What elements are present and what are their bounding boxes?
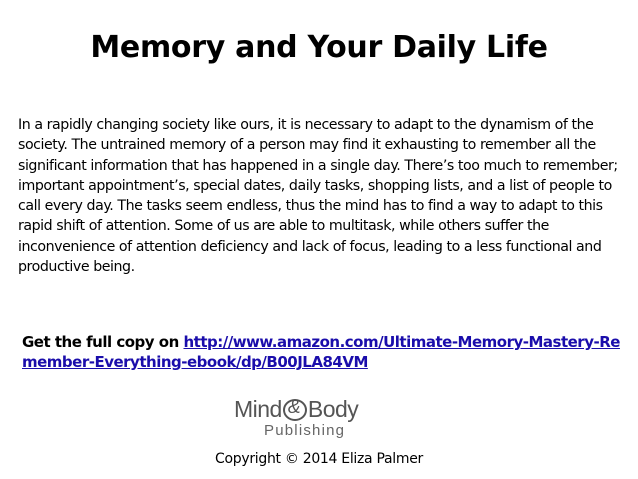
page-title: Memory and Your Daily Life bbox=[90, 30, 548, 65]
body-paragraph: In a rapidly changing society like ours, it is necessary to adapt to the dynamism of the society. The untrained memory of a person may find it exhausting to remember all the significant information that has happened in a single day. There’s too much to remember; important appointment’s, special dates, daily tasks, shopping lists, and a list of people to call every day. The tasks seem endless, thus the mind has to find a way to adapt to this rapid shift of attention. Some of us are able to multitask, while others suffer the inconvenience of attention deficiency and lack of focus, leading to a less functional and productive being. bbox=[18, 117, 618, 276]
logo-brand bbox=[234, 396, 358, 423]
ampersand-icon bbox=[283, 399, 307, 421]
copyright-notice: Copyright © 2014 Eliza Palmer bbox=[215, 451, 423, 467]
logo-subtitle: Publishing bbox=[264, 422, 346, 439]
callout-prefix: Get the full copy on bbox=[22, 333, 184, 351]
mind-body-publishing-logo bbox=[232, 393, 392, 441]
logo-brand-right: Body bbox=[307, 396, 359, 422]
amazon-link[interactable]: http://www.amazon.com/Ultimate-Memory-Mastery-Remember-Everything-ebook/dp/B00JLA84VM bbox=[22, 333, 620, 371]
logo-brand-left: Mind bbox=[234, 396, 282, 422]
full-copy-callout bbox=[22, 332, 622, 372]
